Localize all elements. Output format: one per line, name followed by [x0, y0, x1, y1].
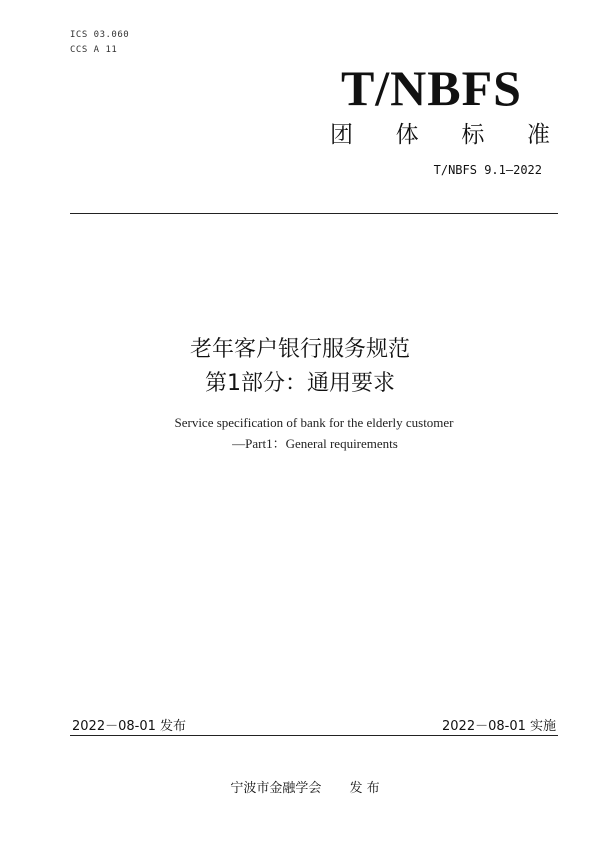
english-title-line-2: —Part1：General requirements [232, 436, 398, 451]
standard-type-title: T/NBFS [340, 60, 522, 116]
category-char: 标 [461, 122, 485, 148]
implement-date: 2022－08-01 实施 [442, 719, 556, 734]
category-char: 准 [526, 122, 550, 148]
chinese-title-line-2: 第1部分：通用要求 [205, 371, 395, 396]
chinese-title-line-1: 老年客户银行服务规范 [189, 337, 410, 362]
issuer-line [0, 777, 600, 796]
issuer-action: 发 布 [349, 781, 380, 796]
issuer-name: 宁波市金融学会 [230, 781, 322, 796]
standard-category [330, 116, 550, 149]
ics-code: ICS 03.060 [70, 30, 130, 40]
publish-date: 2022－08-01 发布 [72, 719, 186, 734]
ccs-code: CCS A 11 [70, 45, 118, 55]
category-char: 体 [395, 122, 419, 148]
footer-divider [70, 735, 558, 736]
header-divider [70, 213, 558, 214]
english-title-line-1: Service specification of bank for the elderly customer [174, 415, 454, 430]
standard-number: T/NBFS 9.1—2022 [433, 163, 542, 177]
category-char: 团 [330, 122, 353, 148]
